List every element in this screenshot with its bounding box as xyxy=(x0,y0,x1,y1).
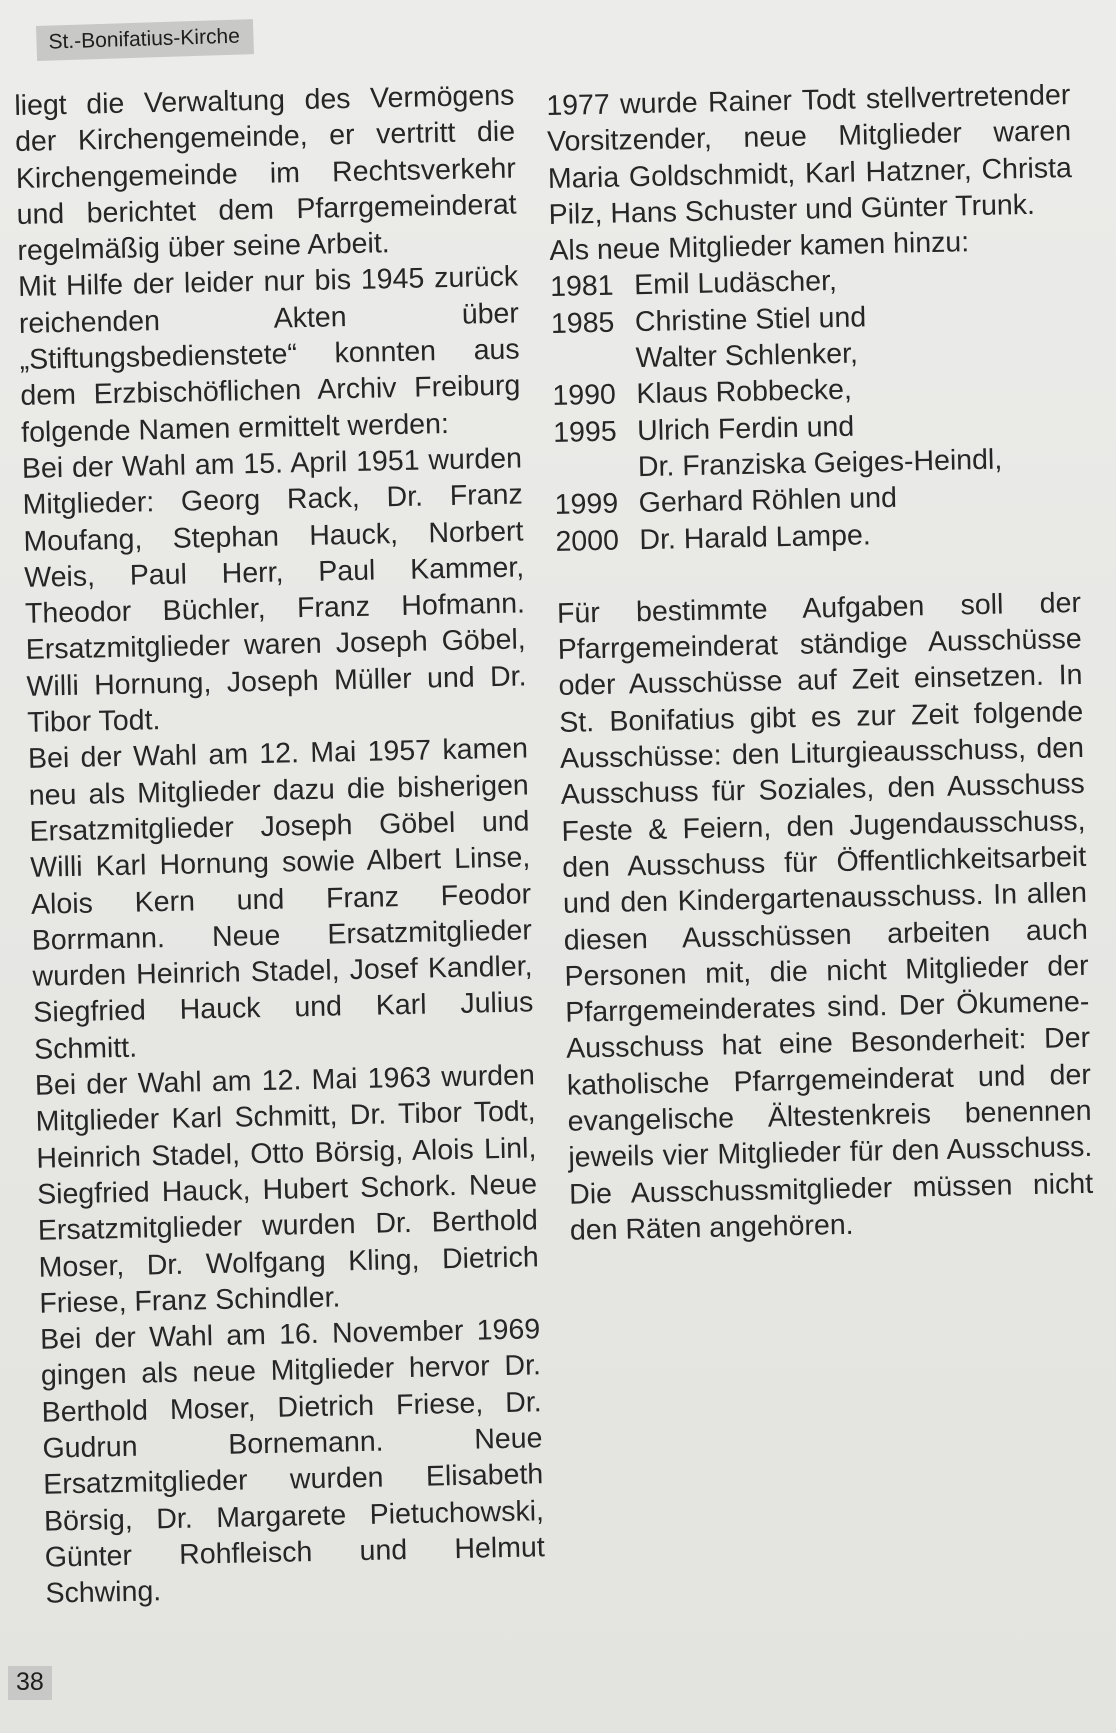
paragraph-election-1963: Bei der Wahl am 12. Mai 1963 wurden Mitglieder Karl Schmitt, Dr. Tibor Todt, Heinrich Stadel, Otto Börsig, Alois Linl, Siegfried Hauck, Hubert Schork. Neue Ersatzmitglieder wurden Dr. Berthold Moser, Dr. Wolfgang Kling, Dietrich Friese, Franz Schindler. xyxy=(34,1059,539,1320)
member-year: 2000 xyxy=(555,524,620,558)
member-year: 1981 xyxy=(549,270,614,304)
section-title-tag: St.-Bonifatius-Kirche xyxy=(36,19,254,61)
paragraph-election-1951: Bei der Wahl am 15. April 1951 wurden Mitglieder: Georg Rack, Dr. Franz Moufang, Stephan Hauck, Norbert Weis, Paul Herr, Paul Kammer, Theodor Büchler, Franz Hofmann. Ersatzmitglieder waren Joseph Göbel, Willi Hornung, Joseph Müller und Dr. Tibor Todt. xyxy=(21,442,527,739)
paragraph-election-1957: Bei der Wahl am 12. Mai 1957 kamen neu als Mitglieder dazu die bisherigen Ersatzmitglieder Joseph Göbel und Willi Karl Hornung sowie Albert Linse, Alois Kern und Franz Feodor Borrmann. Neue Ersatzmitglieder wurden Heinrich Stadel, Josef Kandler, Siegfried Hauck und Karl Julius Schmitt. xyxy=(27,732,534,1066)
member-year xyxy=(554,449,639,487)
member-year xyxy=(551,340,636,378)
member-names: Klaus Robbecke, xyxy=(636,374,853,411)
member-names: Dr. Franziska Geiges-Heindl, xyxy=(637,443,1003,484)
member-year: 1985 xyxy=(550,306,615,340)
member-names: Walter Schlenker, xyxy=(635,337,859,375)
new-members-heading: Als neue Mitglieder kamen hinzu: xyxy=(549,226,970,268)
paragraph-1977: 1977 wurde Rainer Todt stellvertretender Vorsitzender, neue Mitglieder waren Maria Goldschmidt, Karl Hatzner, Christa Pilz, Hans Schuster und Günter Trunk. xyxy=(546,79,1073,231)
left-column xyxy=(14,78,546,1613)
right-column xyxy=(546,77,1094,1249)
paragraph-committees: Für bestimmte Aufgaben soll der Pfarrgemeinderat ständige Ausschüsse oder Ausschüsse auf Zeit einsetzen. In St. Bonifatius gibt es zur Zeit folgende Ausschüsse: den Liturgieausschuss, den Ausschuss für Soziales, den Ausschuss Feste & Feiern, den Jugendausschuss, den Ausschuss für Öffentlichkeitsarbeit und den Kindergartenausschuss. In allen diesen Ausschüssen arbeiten auch Personen mit, die nicht Mitglieder der Pfarrgemeinderates sind. Der Ökumene-Ausschuss hat eine Besonderheit: Der katholische Pfarrgemeinderat und der evangelische Ältestenkreis benennen jeweils vier Mitglieder für den Ausschuss. Die Ausschussmitglieder müssen nicht den Räten angehören. xyxy=(556,586,1094,1247)
member-names: Gerhard Röhlen und xyxy=(638,482,898,520)
member-names: Dr. Harald Lampe. xyxy=(639,518,872,556)
member-year: 1995 xyxy=(552,415,617,449)
new-members-list xyxy=(550,258,1080,559)
member-year: 1999 xyxy=(554,487,619,522)
member-names: Christine Stiel und xyxy=(634,301,867,338)
page-number: 38 xyxy=(8,1666,52,1700)
paragraph-election-1969: Bei der Wahl am 16. November 1969 gingen als neue Mitglieder hervor Dr. Berthold Moser, Dietrich Friese, Dr. Gudrun Bornemann. Neue Ersatzmitglieder wurden Elisabeth Börsig, Dr. Margarete Pietuchowski, Günter Rohfleisch und Helmut Schwing. xyxy=(39,1313,546,1610)
member-names: Ulrich Ferdin und xyxy=(636,410,855,447)
paragraph-administration: liegt die Verwaltung des Vermögens der Kirchengemeinde, er vertritt die Kirchengemeinde im Rechtsverkehr und berichtet dem Pfarrgemeinderat regelmäßig über seine Arbeit. xyxy=(14,79,517,268)
paragraph-archive-sources: Mit Hilfe der leider nur bis 1945 zurück reichenden Akten über „Stiftungsbedienstete“ konnten aus dem Erzbischöflichen Archiv Freiburg folgende Namen ermittelt werden: xyxy=(17,260,521,449)
member-year: 1990 xyxy=(552,378,617,413)
member-names: Emil Ludäscher, xyxy=(633,265,838,302)
